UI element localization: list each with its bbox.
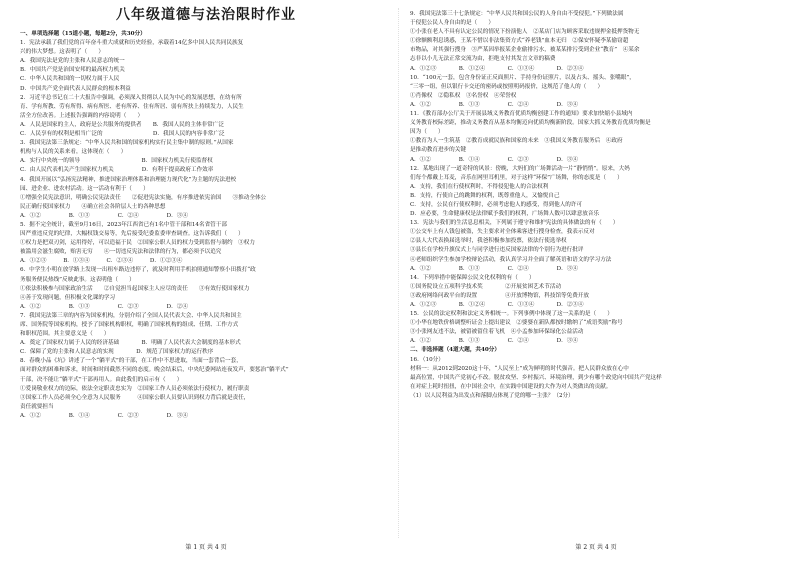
text-line: 民正确行使国家权力 ④确立社会各阶层人士的各种思想 <box>20 203 166 210</box>
text-line: 14．下列举措中能保障公民文化权利的有（ ） <box>410 274 535 281</box>
text-line: 市物品，对其强行搜身 ③严某因举报某企业偷排污水，被某某排污受到企业“教育” ④某余 <box>410 47 640 54</box>
text-line: A．支持，我们在行使权利时，不得侵犯他人的合法权利 <box>410 183 549 190</box>
text-line: 3．我国宪法第三条规定：“中华人民共和国的国家机构实行民主集中制的原则。”从国家 <box>20 140 234 147</box>
text-line: ①权力是把双刃剑，运用得好，可以造福于民 ②国家公职人员的权力受到监督与制约 ③权力 <box>20 240 255 247</box>
text-line: 活全方位改善。上述报告强调的内容说明（ ） <box>20 112 144 119</box>
text-line: 一、单项选择题（15道小题，每题2分，共30分） <box>20 31 146 37</box>
text-line: 在对症上耗时扭扭，在中国社会中，在实践中国建设的大作为对人类做出的贡献。 <box>410 383 612 390</box>
text-line: 机构与人民的关系来看，这体现在（ ） <box>20 149 127 156</box>
text-line: A．①② B．①④ C．②③ D．③④ <box>410 156 578 163</box>
text-line: 9．我国宪法第三十七条规定：“中华人民共和国公民的人身自由不受侵犯。”下列做法属 <box>410 11 624 17</box>
text-line: A．①② B．①④ C．②③ D．③④ <box>20 412 188 419</box>
text-line: ③县长在学校升旗仪式上与同学进行违反国家法律的个别行为进行批评 <box>410 247 584 254</box>
text-line: A．①② B．①③ C．②④ D．③④ <box>410 338 578 345</box>
text-line: C．支持，公民在行使权利时，必须考虑他人的感受，得到他人的许可 <box>410 201 583 208</box>
text-line: A．①② B．①③ C．②③ D．②④ <box>20 303 188 310</box>
text-line: 和职权范围。其主要意义是（ ） <box>20 331 110 338</box>
text-line: 13．宪法与我们的生活息息相关，下列属于遵守和维护宪法的具体做法的有（ ） <box>410 220 619 227</box>
text-line: ①国务院设立五项科学技术奖 ②开展贫困艺术节活动 <box>410 283 562 290</box>
text-line: （1）以人民利益为出发点和落脚点体现了党的哪一主张？（2分） <box>410 392 574 399</box>
footer-page-number-left: 第 1 页 共 4 页 <box>185 544 227 551</box>
text-line: 6．中学生小明在放学路上发现一出租车路边违停了，就及时利用手机拍照通知警察小田拨打“政 <box>20 267 256 274</box>
text-line: 是推动教育进步的关键 <box>410 147 466 154</box>
text-line: ①小张在老人不具有认定公民的情况下扮演他人 ②某店门店为顾客采取违规押金抵押货物无 <box>410 29 640 36</box>
page-title: 八年级道德与法治限时作业 <box>116 7 296 23</box>
page-divider <box>398 8 399 538</box>
text-line: 志非以小儿无法正常交流为由，拒绝支付其发言文章的稿费 <box>410 56 556 63</box>
text-line: ④老师组织学生参加学校辩论活动，我认真学习并全面了解英语和语文的学习方法 <box>410 256 612 263</box>
text-line: C．人民享有的权利是相当广泛的 D．我国人民的内容非常广泛 <box>20 131 225 138</box>
text-line: 11．《教育部办公厅关于开展县域义务教育优质均衡创建工作的通知》要求加快缩小县域内 <box>410 111 633 118</box>
text-line: ①教育为人一生筑基 ②教育成就民族和国家的未来 ③我国义务教育服务后 ④政府 <box>410 138 623 145</box>
text-line: A．实行中央统一的领导 B．国家权力机关行使监督权 <box>20 158 213 165</box>
text-line: 5．据不完全统计，截至9月16日，2023年江西省已有1名中管干部和14名省管干部 <box>20 221 227 228</box>
text-line: ③国家工作人员必须全心全意为人民服务 ④国家公职人员要认识到权力背后就是责任， <box>20 394 250 401</box>
text-line: 们每个都戴上耳麦，音乐在网里耳机里，对于这样“环保”广场舞，你的态度是（ ） <box>410 174 623 181</box>
text-line: 12．某地出现了一道奇特的风景：傍晚，大妈们的广场舞活动一片“静悄悄”。原来，大妈 <box>410 165 630 172</box>
text-line: A．①② B．①③ C．②④ D．③④ <box>410 101 578 108</box>
text-line: ①徐额额利息诱惑，王某不惜以非法集资方式“养老钱”血本无归 ②保安怀疑李某偷窃超 <box>410 38 629 45</box>
text-line: ②县人大代表换届选举时，我爸积极参加投票，依法行使选举权 <box>410 238 567 245</box>
text-line: 材料一：从2012到2020这十年，“人民至上”成为鲜明的时代强音。把人民群众放在心中 <box>410 365 629 372</box>
text-line: 义务教育校际差距，推动义务教育从基本均衡迈向优质均衡新阶段。国家大抓义务教育优质均衡是 <box>410 120 651 127</box>
text-line: “三零一组，但以银行卡交还的密码或按照明码报价，这规范了他人的（ ） <box>410 83 604 90</box>
footer-page-number-right: 第 2 页 共 4 页 <box>575 544 617 551</box>
text-line: A．奠定了国家权力属于人民的经济基础 B．明确了人民代表大会制度的基本形式 <box>20 340 241 347</box>
text-line: A．我国宪法是党的主张和人民意志的统一 <box>20 58 125 65</box>
text-line: 兴的伟大梦想。这表明了（ ） <box>20 49 104 56</box>
text-line: C．由人民代表机关产生国家权力机关 D．有利于提高政府工作效率 <box>20 167 214 174</box>
text-line: 7．我国宪法第三章的内容为国家机构，分别介绍了全国人民代表大会、中华人民共和国主 <box>20 312 242 319</box>
text-line: ③小张网友违不法，被留被留住着飞机 ④小孟参加环保绿化公益活动 <box>410 329 584 336</box>
text-line: 于侵犯公民人身自由的是（ ） <box>410 20 494 27</box>
text-line: ①小华在地铁价格调整听证会上提出建议 ②婆婆在新队都按时缴纳了“成语奖励”称号 <box>410 320 623 327</box>
text-line: 10．“100元一套，包含身份证正反面照片、手持身份证照片，以及占头、摇头、张嘴眼”， <box>410 74 635 81</box>
text-line: 席、国务院等国家机构，授予了国家机构职权，明确了国家机构的组成、任期、工作方式 <box>20 322 239 328</box>
text-line: 16．（10分） <box>410 356 444 363</box>
text-line: 二、非选择题（4道大题，共40分） <box>410 347 500 354</box>
text-line: 最高位置，中国共产党初心不改。脱贫攻坚、乡村振兴、环境治理，到少有哪个政党向中国共产党这样 <box>410 374 662 381</box>
text-line: D．中国共产党全面代表人民群众的根本利益 <box>20 85 131 92</box>
text-line: ③政府网络问政平台的设置 ④开放博物馆，科技馆等免费开放 <box>410 292 590 299</box>
text-line: 责任就要担当 <box>20 403 54 410</box>
text-line: ①肖像权 ②隐私权 ③名誉权 ④荣誉权 <box>410 92 517 99</box>
text-line: A．①②③ B．①②④ C．①③④ D．②③④ <box>410 65 584 72</box>
text-line: 育、学有所教、劳有所得、病有所医、老有所养、住有所居、弱有所扶上持续发力，人民生 <box>20 103 244 110</box>
text-line: 15．公民的法定权利和法定义务相统一。下列事例中体现了这一关系的是（ ） <box>410 311 613 318</box>
text-line: ①爱岗敬业权力的边际，依法全定职责忠实为 ②国家工作人员必须依法行使权力，履行职责 <box>20 385 250 392</box>
text-line: C．中华人民共和国的一切权力属于人民 <box>20 76 120 83</box>
text-line: A．人民是国家的主人，政府是公共服务的提供者 B．我国人民的主体非常广泛 <box>20 121 224 128</box>
text-line: A．①② B．①③ C．②④ D．③④ <box>20 212 188 219</box>
text-line: B．支持，行使自己的跳舞的权利，既尊重他人，又愉悦自己 <box>410 192 560 199</box>
text-line: A．①②③ B．①②④ C．①③④ D．②③④ <box>410 302 584 308</box>
text-line: 被滥用会滋生腐败，贻害无穷 ④一切违反宪法和法律的行为，都必须予以追究 <box>20 249 222 256</box>
text-line: C．保障了党的主张和人民意志的实现 D．规范了国家权力的运行秩序 <box>20 349 214 356</box>
text-line: 干部，决不能让“躺平式”干部再用人。由此我们的启示有（ ） <box>20 376 183 383</box>
text-line: 园、进企业、进农村活动。这一活动有利于（ ） <box>20 185 149 192</box>
text-line: B．中国共产党是治国安邦的最高权力机关 <box>20 67 125 74</box>
text-line: 2．习近平总书记在二十大报告中强调，必须深入贯彻以人民为中心的发展思想，在幼有所 <box>20 94 242 101</box>
text-line: 因为（ ） <box>410 129 444 136</box>
right-page-column <box>410 10 782 538</box>
text-line: 因严重违反党的纪律，大幅权钱交易等，先后接受纪委监委审查调查。这告诉我们（ ） <box>20 231 244 238</box>
text-line: 面对群众的困难和诉求，时间和时间截然不同的态度。晚会结束后，中央纪委网站连夜发声，要惩治“躺平式” <box>20 367 289 374</box>
text-line: ①依法积极参与国家政治生活 ②自觉担当起国家主人应尽的责任 ③有效行使国家权力 <box>20 285 250 292</box>
text-line: ①公交车上有人钱包被盗，失主要求对全体乘客进行搜身检查，我表示反对 <box>410 229 595 236</box>
text-line: 1．宪法承载了我们党的百年奋斗重大成就和历史经验，承载着14亿多中国人民共同民族复 <box>20 40 244 47</box>
left-page-column <box>20 30 392 538</box>
text-line: ①增强全民宪法意识，明确公民宪法责任 ②促进宪法实施，有序推进依宪治国 ③推动全体公 <box>20 194 267 201</box>
text-line: 4．我国开展以“弘扬宪法精神，推进国家治理体系和治理能力现代化”为主题的宪法进校 <box>20 176 237 183</box>
text-line: ④善于发现问题，但积极文化课的学习 <box>20 294 116 301</box>
text-line: 8．春晚小品《坑》讲述了一个“躺平式”的干部，在工作中不思进取，当面一套背后一套， <box>20 358 242 365</box>
text-line: A．①②③ B．①③④ C．②③④ D．①②③④ <box>20 258 183 265</box>
text-line: D．应必要，生命健康权是法律赋予我们的权利，广场舞人数可以肆意放音乐 <box>410 211 600 218</box>
text-line: 务服务便民热线”反映此事。这表明他（ ） <box>20 276 135 283</box>
text-line: A．①② B．①③ C．②④ D．③④ <box>410 265 578 272</box>
